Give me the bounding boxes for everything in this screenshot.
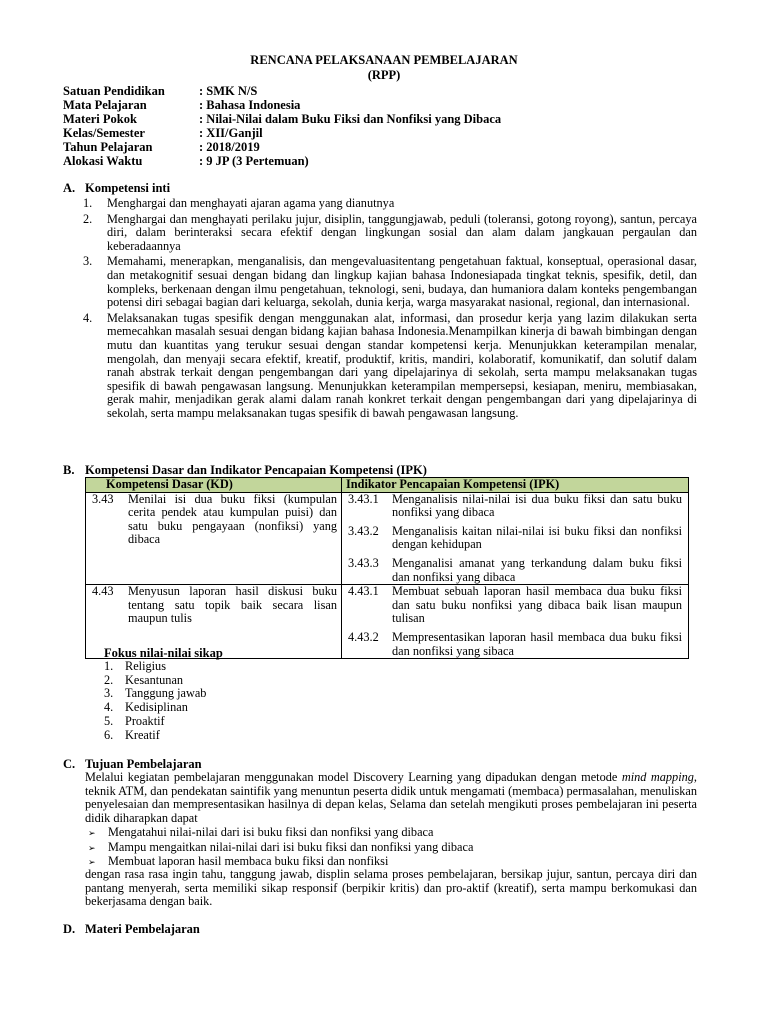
item-number: 2.: [104, 672, 114, 687]
section-title: Kompetensi Dasar dan Indikator Pencapaian Kompetensi (IPK): [85, 463, 427, 477]
item-number: 3.: [104, 686, 114, 701]
list-item: [104, 729, 206, 743]
item-text: Kesantunan: [125, 672, 184, 687]
ipk-number: 4.43.2: [348, 629, 379, 644]
info-row: [63, 112, 501, 126]
info-value: : XII/Ganjil: [199, 126, 263, 140]
kd-number: 4.43: [92, 584, 114, 599]
info-value: : Nilai-Nilai dalam Buku Fiksi dan Nonfiksi yang Dibaca: [199, 112, 502, 126]
list-item: [83, 255, 697, 309]
info-value: : 2018/2019: [199, 140, 260, 154]
item-number: 6.: [104, 727, 114, 742]
ipk-item: [342, 525, 688, 552]
item-number: 4.: [104, 700, 114, 715]
kd-text: Menyusun laporan hasil diskusi buku tentang satu topik baik secara lisan maupun tulis: [128, 584, 337, 626]
info-key: Alokasi Waktu: [63, 154, 143, 168]
column-header-ipk: Indikator Pencapaian Kompetensi (IPK): [342, 478, 689, 493]
kd-ipk-table: [85, 477, 689, 659]
document-subtitle: (RPP): [367, 68, 401, 82]
document-title: RENCANA PELAKSANAAN PEMBELAJARAN: [250, 53, 518, 67]
ipk-text: Menganalisis nilai-nilai isi dua buku fiksi dan satu buku nonfiksi yang dibaca: [392, 491, 682, 520]
ipk-item: [342, 585, 688, 626]
list-item: [88, 841, 473, 856]
list-item: [104, 701, 206, 715]
info-row: [63, 140, 501, 154]
item-text: Membuat laporan hasil membaca buku fiksi dan nonfiksi: [108, 854, 389, 869]
info-row: [63, 154, 501, 168]
list-item: [104, 674, 206, 688]
info-key: Mata Pelajaran: [63, 98, 147, 112]
item-number: 1.: [104, 659, 114, 673]
item-text: Mampu mengaitkan nilai-nilai dari isi buku fiksi dan nonfiksi yang dibaca: [108, 839, 474, 854]
item-text: Tanggung jawab: [125, 686, 207, 701]
info-key: Kelas/Semester: [63, 126, 145, 140]
ipk-number: 3.43.3: [348, 555, 379, 570]
section-letter: A.: [63, 181, 76, 195]
arrow-bullet-icon: ➢: [88, 857, 96, 868]
kd-number: 3.43: [92, 491, 114, 506]
intro-text-cont: , teknik ATM, dan pendekatan saintifik yang menuntun peserta didik untuk mengamati (membaca) permasalahan, menuliskan penyelesaian dan mempresentasikan hasilnya di depan kelas, Selama dan setelah mengikuti proses pembelajaran ini peserta didik diharapkan dapat: [85, 770, 697, 825]
item-text: Kreatif: [125, 727, 160, 742]
ipk-number: 4.43.1: [348, 584, 379, 599]
fokus-title: Fokus nilai-nilai sikap: [104, 646, 223, 660]
list-item: [104, 687, 206, 701]
item-text: Melaksanakan tugas spesifik dengan menggunakan alat, informasi, dan prosedur kerja yang lazim dilakukan serta memecahkan masalah sesuai dengan bidang kajian bahasa Indonesia.Menampilkan kinerja di bawah bimbingan dengan mutu dan kuantitas yang terukur sesuai dengan standar kompetensi kerja. Menunjukkan keterampilan menalar, mengolah, dan menyaji secara efektif, kreatif, produktif, kritis, mandiri, kolaboratif, komunikatif, dan solutif dalam ranah abstrak terkait dengan pengembangan dari yang dipelajarinya di sekolah, serta mampu melaksanakan tugas spesifik di bawah pengawasan langsung. Menunjukkan keterampilan mempersepsi, kesiapan, meniru, membiasakan, gerak mahir, menjadikan gerak alami dalam ranah konkret terkait dengan pengembangan dari yang dipelajarinya di sekolah, serta mampu melaksanakan tugas spesifik di bawah pengawasan langsung.: [107, 310, 697, 420]
tujuan-bullet-list: [88, 826, 473, 870]
section-letter: D.: [63, 922, 76, 936]
info-row: [63, 98, 501, 112]
info-key: Materi Pokok: [63, 112, 137, 126]
arrow-bullet-icon: ➢: [88, 828, 96, 838]
info-value: : 9 JP (3 Pertemuan): [199, 154, 309, 168]
arrow-bullet-icon: ➢: [88, 842, 96, 853]
intro-text: Melalui kegiatan pembelajaran menggunakan model Discovery Learning yang dipadukan dengan metode: [85, 770, 618, 784]
ipk-cell: [342, 492, 689, 585]
info-key: Satuan Pendidikan: [63, 84, 165, 98]
list-item: [83, 197, 697, 211]
ipk-number: 3.43.2: [348, 523, 379, 538]
table-header-row: [86, 478, 689, 493]
info-row: [63, 84, 501, 98]
ipk-text: Menganalisi amanat yang terkandung dalam buku fiksi dan nonfiksi yang dibaca: [392, 555, 682, 584]
kd-text: Menilai isi dua buku fiksi (kumpulan cerita pendek atau kumpulan puisi) dan satu buku pengayaan (nonfiksi) yang dibaca: [128, 491, 337, 547]
item-number: 5.: [104, 713, 114, 728]
item-number: 2.: [83, 211, 93, 226]
list-item: [104, 715, 206, 729]
item-text: Memahami, menerapkan, menganalisis, dan mengevaluasitentang pengetahuan faktual, konseptual, operasional dasar, dan metakognitif sesuai dengan bidang dan lingkup kajian bahasa Indonesiapada tingkat teknis, spesifik, detil, dan kompleks, berkenaan dengan ilmu pengetahuan, teknologi, seni, budaya, dan humaniora dalam konteks pengembangan potensi diri sebagai bagian dari keluarga, sekolah, dunia kerja, warga masyarakat nasional, regional, dan internasional.: [107, 254, 697, 310]
section-d-heading: [63, 922, 200, 937]
item-number: 3.: [83, 254, 93, 269]
list-item: [104, 660, 206, 674]
item-text: Religius: [125, 659, 166, 673]
ipk-cell: [342, 585, 689, 659]
info-key: Tahun Pelajaran: [63, 140, 153, 154]
item-text: Proaktif: [125, 713, 165, 728]
item-text: Mengatahui nilai-nilai dari isi buku fiksi dan nonfiksi yang dibaca: [108, 825, 434, 839]
section-title: Materi Pembelajaran: [85, 922, 200, 936]
section-a-heading: [63, 181, 170, 196]
item-text: Kedisiplinan: [125, 700, 188, 715]
kd-cell: [86, 492, 342, 585]
item-text: Menghargai dan menghayati perilaku jujur, disiplin, tanggungjawab, peduli (toleransi, gotong royong), santun, percaya diri, dalam berinteraksi secara efektif dengan lingkungan sosial dan alam dalam jangkauan pergaulan dan keberadaannya: [107, 211, 697, 253]
item-number: 1.: [83, 196, 93, 210]
list-item: [83, 312, 697, 421]
identity-block: [63, 84, 501, 168]
section-title: Tujuan Pembelajaran: [85, 757, 202, 771]
ipk-text: Mempresentasikan laporan hasil membaca dua buku fiksi dan nonfiksi yang sibaca: [392, 629, 682, 658]
tujuan-closing-paragraph: dengan rasa rasa ingin tahu, tanggung jawab, displin selama proses pembelajaran, bersikap jujur, santun, percaya diri dan pantang menyerah, serta memiliki sikap responsif (berpikir kritis) dan pro-aktif (kreatif), serta mampu berkomukasi dan bekerjasama dengan baik.: [85, 867, 697, 909]
info-value: : SMK N/S: [199, 84, 258, 98]
ipk-item: [342, 557, 688, 584]
ipk-number: 3.43.1: [348, 491, 379, 506]
list-item: [83, 213, 697, 254]
ipk-item: [342, 631, 688, 658]
fokus-list: [104, 660, 206, 742]
column-header-kd: Kompetensi Dasar (KD): [86, 478, 342, 493]
section-b-heading: [63, 463, 427, 478]
ipk-text: Menganalisis kaitan nilai-nilai isi buku fiksi dan nonfiksi dengan kehidupan: [392, 523, 682, 552]
section-letter: B.: [63, 463, 75, 477]
list-item: [88, 826, 473, 841]
kompetensi-inti-list: [83, 197, 697, 421]
ipk-item: [342, 493, 688, 520]
tujuan-intro-paragraph: [85, 771, 697, 825]
ipk-text: Membuat sebuah laporan hasil membaca dua buku fiksi dan satu buku nonfiksi yang dibaca baik lisan maupun tulisan: [392, 584, 682, 626]
item-text: Menghargai dan menghayati ajaran agama yang dianutnya: [107, 196, 395, 210]
item-number: 4.: [83, 310, 93, 325]
info-value: : Bahasa Indonesia: [199, 98, 301, 112]
intro-italic-term: mind mapping: [621, 770, 694, 784]
section-title: Kompetensi inti: [85, 181, 171, 195]
info-row: [63, 126, 501, 140]
table-row: [86, 492, 689, 585]
section-letter: C.: [63, 757, 76, 771]
